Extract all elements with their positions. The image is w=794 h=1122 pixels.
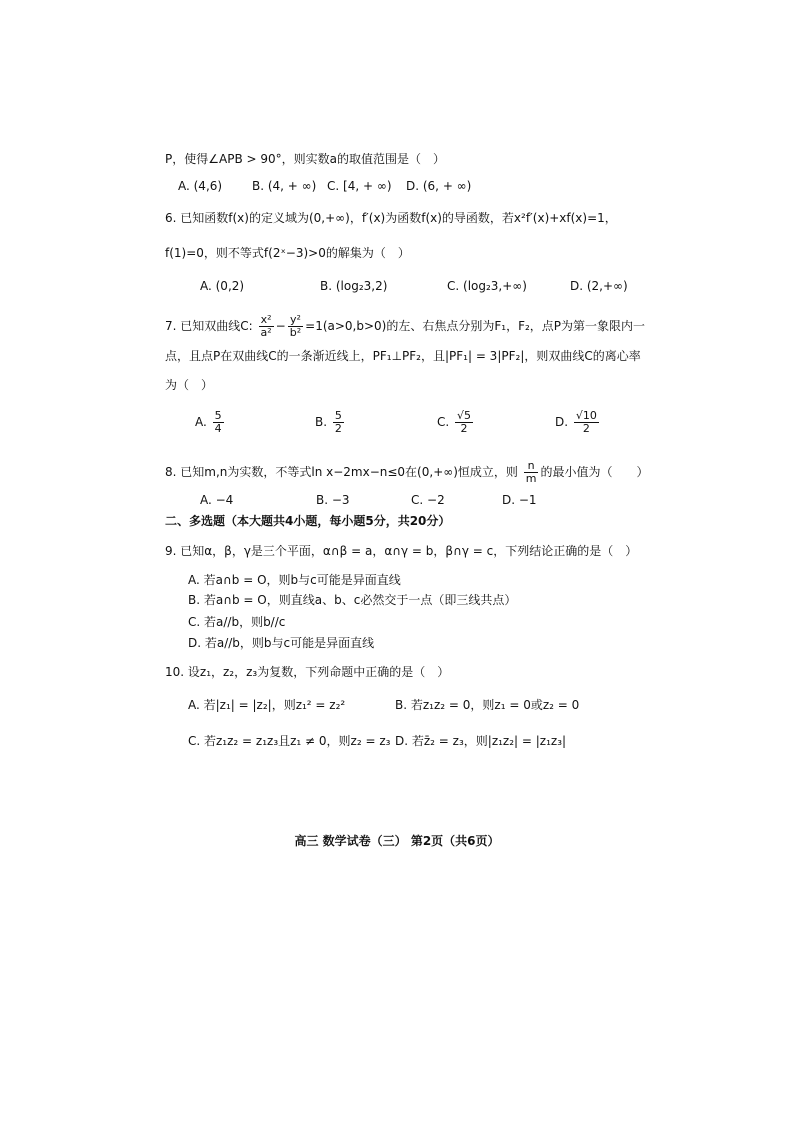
q7-option-c-fraction bbox=[455, 410, 473, 435]
q6-option-a: A. (0,2) bbox=[200, 279, 245, 293]
q7-fraction-y-den: b² bbox=[289, 326, 302, 339]
q7-option-c bbox=[437, 410, 475, 435]
q7-option-a-den: 4 bbox=[214, 422, 222, 435]
q8-option-b: B. −3 bbox=[316, 493, 350, 507]
q7-option-a-label: A. bbox=[195, 415, 207, 429]
q9-option-a: A. 若a∩b = O，则b与c可能是异面直线 bbox=[188, 573, 401, 587]
q7-option-c-label: C. bbox=[437, 415, 450, 429]
q7-fraction-x bbox=[259, 314, 274, 339]
q7-option-d bbox=[555, 410, 601, 435]
q8-fraction bbox=[524, 460, 539, 485]
page-footer: 高三 数学试卷（三） 第2页（共6页） bbox=[294, 834, 500, 848]
q8-option-a: A. −4 bbox=[200, 493, 234, 507]
q8-option-c: C. −2 bbox=[411, 493, 445, 507]
q7-fraction-y-num: y² bbox=[288, 314, 303, 327]
q7-option-a bbox=[195, 410, 226, 435]
q6-option-c: C. (log₂3,+∞) bbox=[447, 279, 527, 293]
q7-option-b-fraction bbox=[333, 410, 344, 435]
q7-option-a-num: 5 bbox=[214, 409, 222, 422]
q8-option-d: D. −1 bbox=[502, 493, 537, 507]
q7-stem-line1 bbox=[165, 314, 645, 339]
q7-stem-suffix: =1(a>0,b>0)的左、右焦点分别为F₁，F₂，点P为第一象限内一 bbox=[305, 319, 646, 333]
q6-option-b: B. (log₂3,2) bbox=[320, 279, 388, 293]
q8-stem bbox=[165, 460, 649, 485]
q6-stem-line1: 6. 已知函数f(x)的定义域为(0,+∞)，f′(x)为函数f(x)的导函数，若x²f′(x)+xf(x)=1， bbox=[165, 211, 617, 225]
q10-stem: 10. 设z₁，z₂，z₃为复数，下列命题中正确的是（ ） bbox=[165, 665, 450, 679]
q9-stem: 9. 已知α，β，γ是三个平面，α∩β = a，α∩γ = b，β∩γ = c，下列结论正确的是（ ） bbox=[165, 544, 638, 558]
q5-stem: P，使得∠APB > 90°，则实数a的取值范围是（ ） bbox=[165, 152, 445, 166]
q7-option-b-num: 5 bbox=[334, 409, 342, 422]
q10-option-d: D. 若z̄₂ = z₃，则|z₁z₂| = |z₁z₃| bbox=[395, 734, 567, 748]
q7-option-d-den: 2 bbox=[582, 422, 590, 435]
q5-option-c: C. [4, + ∞) bbox=[327, 179, 392, 193]
q7-option-a-fraction bbox=[213, 410, 224, 435]
q5-option-d: D. (6, + ∞) bbox=[406, 179, 472, 193]
q7-fraction-y bbox=[288, 314, 303, 339]
q7-option-b-label: B. bbox=[315, 415, 328, 429]
q9-option-d: D. 若a//b，则b与c可能是异面直线 bbox=[188, 636, 375, 650]
q7-option-b bbox=[315, 410, 346, 435]
q9-option-b: B. 若a∩b = O，则直线a、b、c必然交于一点（即三线共点） bbox=[188, 593, 517, 607]
q7-option-d-fraction bbox=[574, 410, 599, 435]
q6-stem-line2: f(1)=0，则不等式f(2ˣ−3)>0的解集为（ ） bbox=[165, 246, 410, 260]
q7-option-c-den: 2 bbox=[460, 422, 468, 435]
q8-fraction-den: m bbox=[525, 472, 537, 485]
q5-option-a: A. (4,6) bbox=[178, 179, 223, 193]
q8-stem-suffix: 的最小值为（ ） bbox=[540, 465, 649, 479]
q7-minus-sign: − bbox=[275, 319, 286, 333]
q7-fraction-x-den: a² bbox=[260, 326, 272, 339]
q7-option-b-den: 2 bbox=[334, 422, 342, 435]
q7-option-c-num: √5 bbox=[457, 409, 472, 422]
q7-fraction-x-num: x² bbox=[259, 314, 274, 327]
q6-option-d: D. (2,+∞) bbox=[570, 279, 628, 293]
q7-option-d-label: D. bbox=[555, 415, 569, 429]
q8-stem-prefix: 8. 已知m,n为实数，不等式ln x−2mx−n≤0在(0,+∞)恒成立，则 bbox=[165, 465, 518, 479]
section-heading-multiple-choice: 二、多选题（本大题共4小题，每小题5分，共20分） bbox=[165, 514, 451, 528]
q7-stem-line2: 点，且点P在双曲线C的一条渐近线上，PF₁⊥PF₂，且|PF₁| = 3|PF₂|，则双曲线C的离心率 bbox=[165, 349, 641, 363]
q5-option-b: B. (4, + ∞) bbox=[252, 179, 317, 193]
q7-stem-prefix: 7. 已知双曲线C: bbox=[165, 319, 253, 333]
q9-option-c: C. 若a//b，则b//c bbox=[188, 615, 286, 629]
q8-fraction-num: n bbox=[524, 460, 539, 473]
q10-option-a: A. 若|z₁| = |z₂|，则z₁² = z₂² bbox=[188, 698, 346, 712]
q10-option-b: B. 若z₁z₂ = 0，则z₁ = 0或z₂ = 0 bbox=[395, 698, 580, 712]
q7-stem-line3: 为（ ） bbox=[165, 378, 214, 392]
q10-option-c: C. 若z₁z₂ = z₁z₃且z₁ ≠ 0，则z₂ = z₃ bbox=[188, 734, 391, 748]
q7-option-d-num: √10 bbox=[575, 409, 597, 422]
